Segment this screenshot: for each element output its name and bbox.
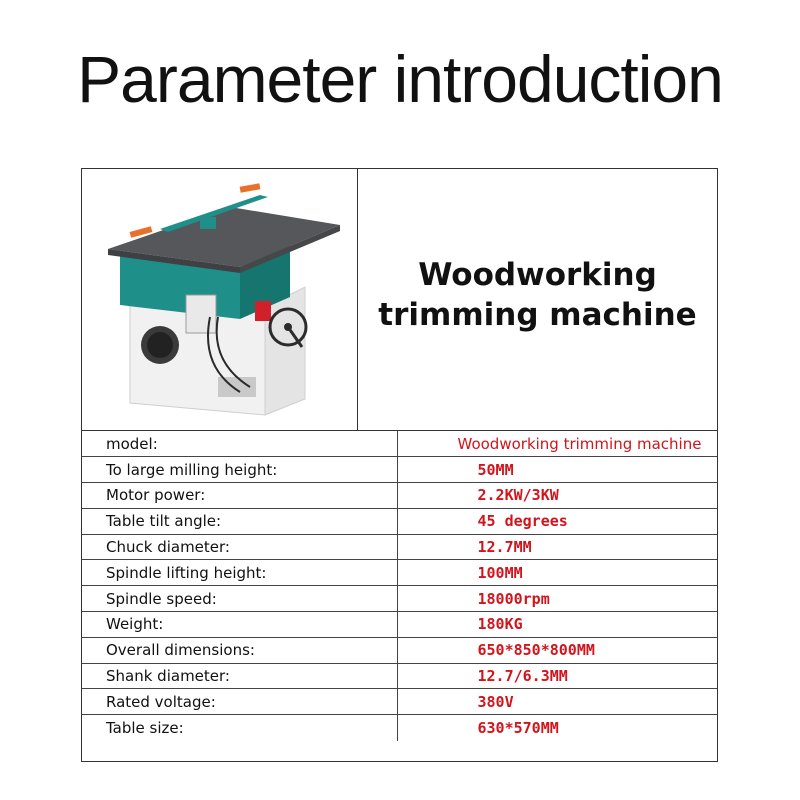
table-row [82,431,717,457]
table-row [82,483,717,509]
product-name-line2: trimming machine [378,296,697,333]
table-row [82,534,717,560]
spec-label: Table size: [82,715,397,741]
woodworking-trimming-machine-photo [90,177,350,422]
table-row [82,612,717,638]
table-row [82,508,717,534]
table-row [82,637,717,663]
table-row [82,689,717,715]
spec-value: Woodworking trimming machine [457,434,702,453]
spec-label: Overall dimensions: [82,637,397,663]
table-row [82,586,717,612]
parameter-sheet [81,168,718,762]
product-name-cell [358,169,717,430]
product-name-line1: Woodworking [418,256,657,293]
spec-value: 45 degrees [397,508,717,534]
spec-label: model: [82,431,397,457]
spec-table [82,431,717,741]
spec-label: Shank diameter: [82,663,397,689]
table-row [82,560,717,586]
spec-value: 180KG [397,612,717,638]
spec-value: 12.7/6.3MM [397,663,717,689]
page-title: Parameter introduction [77,42,723,116]
spec-value: 2.2KW/3KW [397,483,717,509]
spec-value: 630*570MM [397,715,717,741]
spec-label: Spindle lifting height: [82,560,397,586]
spec-value: 50MM [397,457,717,483]
spec-value: 18000rpm [397,586,717,612]
spec-label: To large milling height: [82,457,397,483]
spec-label: Table tilt angle: [82,508,397,534]
table-row [82,715,717,741]
spec-label: Chuck diameter: [82,534,397,560]
table-row [82,663,717,689]
spec-value: 650*850*800MM [397,637,717,663]
spec-label: Motor power: [82,483,397,509]
spec-value: 12.7MM [397,534,717,560]
spec-label: Rated voltage: [82,689,397,715]
product-header-row [82,169,717,431]
table-row [82,457,717,483]
product-photo-cell [82,169,358,430]
product-name [378,255,696,335]
spec-label: Weight: [82,612,397,638]
spec-value: 380V [397,689,717,715]
spec-label: Spindle speed: [82,586,397,612]
spec-value: 100MM [397,560,717,586]
